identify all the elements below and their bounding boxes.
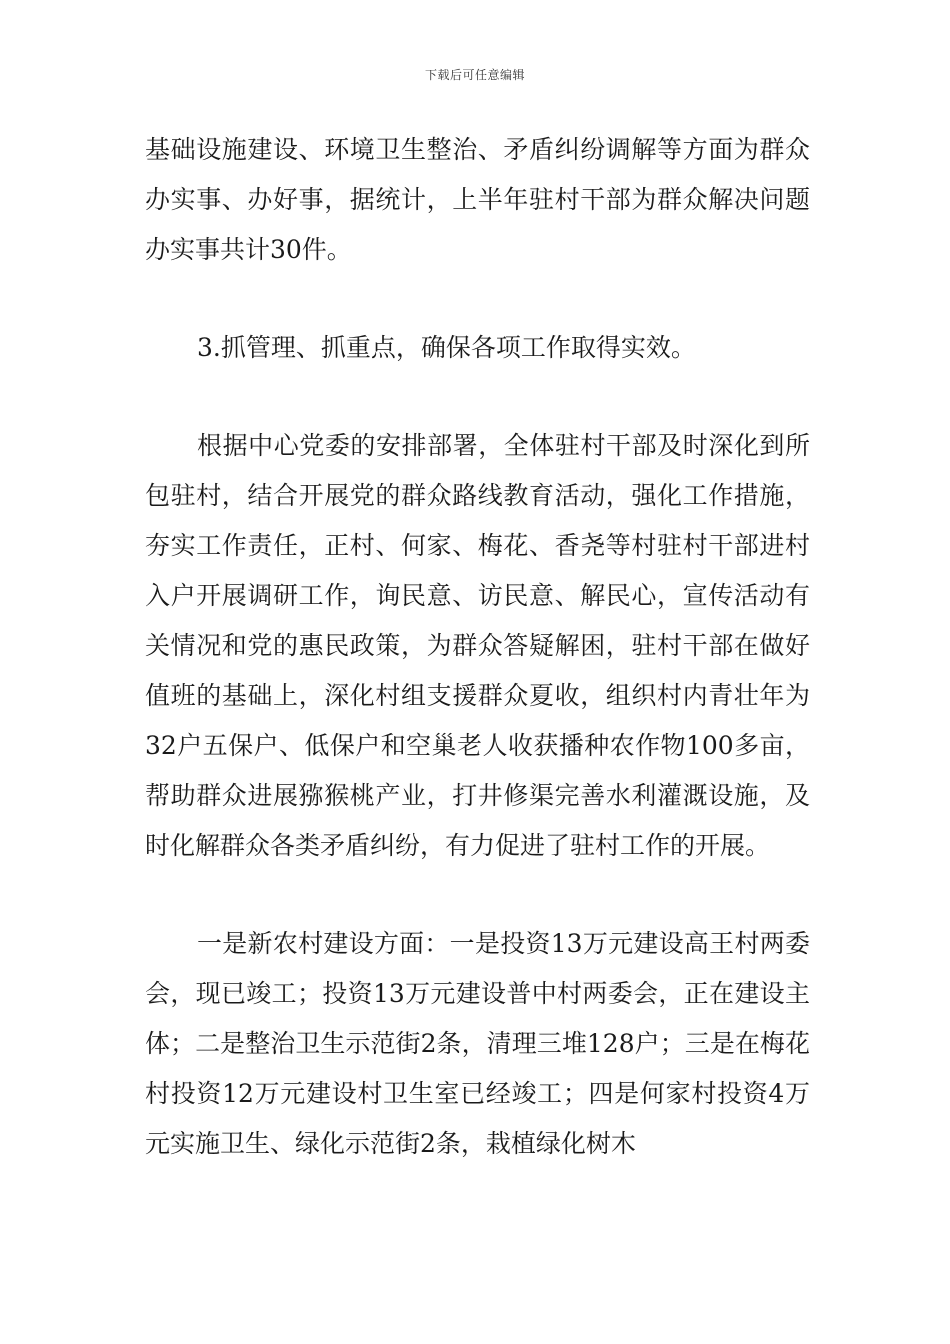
paragraph-rural-construction: 一是新农村建设方面：一是投资13万元建设高王村两委会，现已竣工；投资13万元建设普中村两委会，正在建设主体；二是整治卫生示范街2条，清理三堆128户；三是在梅花村投资12万元建设村卫生室已经竣工；四是何家村投资4万元实施卫生、绿化示范街2条，栽植绿化树木 (145, 929, 810, 1158)
document-body (145, 125, 810, 1169)
section-heading: 3.抓管理、抓重点，确保各项工作取得实效。 (197, 333, 696, 362)
paragraph-work-measures: 根据中心党委的安排部署，全体驻村干部及时深化到所包驻村，结合开展党的群众路线教育活动，强化工作措施，夯实工作责任，正村、何家、梅花、香尧等村驻村干部进村入户开展调研工作，询民意、访民意、解民心，宣传活动有关情况和党的惠民政策，为群众答疑解困，驻村干部在做好值班的基础上，深化村组支援群众夏收，组织村内青壮年为32户五保户、低保户和空巢老人收获播种农作物100多亩，帮助群众进展猕猴桃产业，打井修渠完善水利灌溉设施，及时化解群众各类矛盾纠纷，有力促进了驻村工作的开展。 (145, 431, 810, 860)
paragraph-continuation: 基础设施建设、环境卫生整治、矛盾纠纷调解等方面为群众办实事、办好事，据统计，上半年驻村干部为群众解决问题办实事共计30件。 (145, 135, 810, 264)
page-header: 下载后可任意编辑 (424, 68, 525, 82)
